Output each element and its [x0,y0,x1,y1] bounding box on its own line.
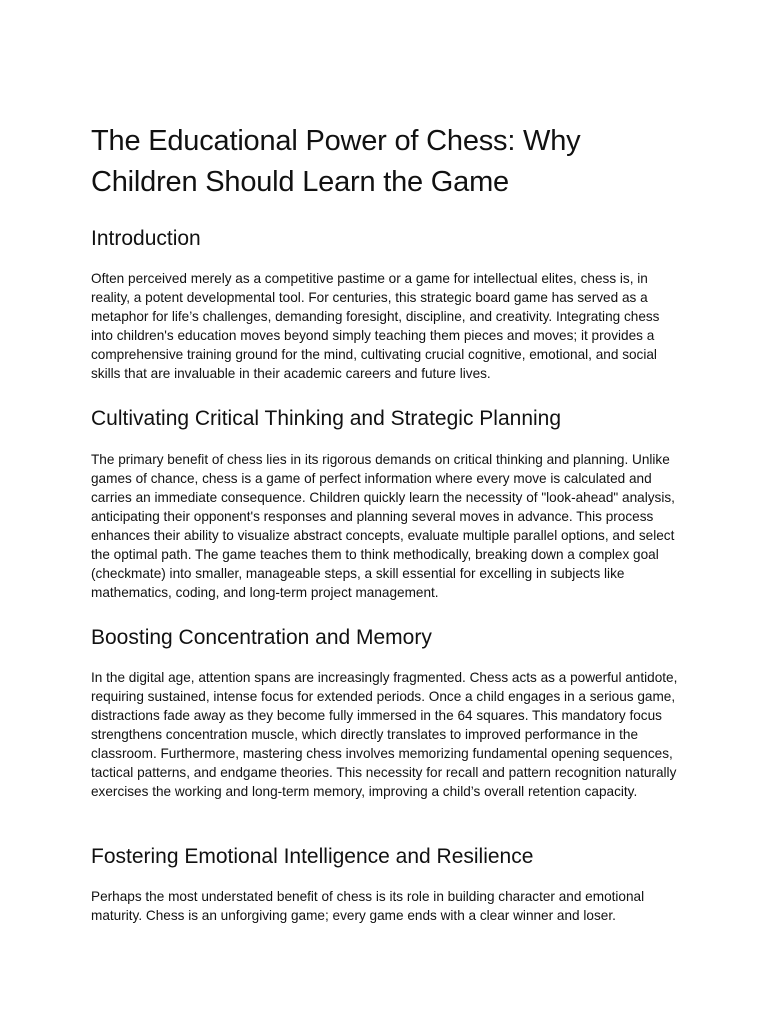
section-heading-concentration: Boosting Concentration and Memory [91,626,432,649]
section-paragraph-introduction: Often perceived merely as a competitive pastime or a game for intellectual elites, chess is, in reality, a potent developmental tool. For centuries, this strategic board game has served as a metaphor for life’s challenges, demanding foresight, discipline, and creativity. Integrating chess into children's education moves beyond simply teaching them pieces and moves; it provides a comprehensive training ground for the mind, cultivating crucial cognitive, emotional, and social skills that are invaluable in their academic careers and future lives. [91,271,660,381]
section-paragraph-concentration: In the digital age, attention spans are increasingly fragmented. Chess acts as a powerful antidote, requiring sustained, intense focus for extended periods. Once a child engages in a serious game, distractions fade away as they become fully immersed in the 64 squares. This mandatory focus strengthens concentration muscle, which directly translates to improved performance in the classroom. Furthermore, mastering chess involves memorizing fundamental opening sequences, tactical patterns, and endgame theories. This necessity for recall and pattern recognition naturally exercises the working and long-term memory, improving a child’s overall retention capacity. [91,670,678,799]
section-paragraph-critical-thinking: The primary benefit of chess lies in its rigorous demands on critical thinking and planning. Unlike games of chance, chess is a game of perfect information where every move is calculated and carries an immediate consequence. Children quickly learn the necessity of "look-ahead" analysis, anticipating their opponent's responses and planning several moves in advance. This process enhances their ability to visualize abstract concepts, evaluate multiple parallel options, and select the optimal path. The game teaches them to think methodically, breaking down a complex goal (checkmate) into smaller, manageable steps, a skill essential for excelling in subjects like mathematics, coding, and long-term project management. [91,452,675,600]
section-heading-critical-thinking: Cultivating Critical Thinking and Strategic Planning [91,407,562,430]
section-heading-emotional-intelligence: Fostering Emotional Intelligence and Resilience [91,845,534,868]
document-title: The Educational Power of Chess: Why Children Should Learn the Game [91,125,581,198]
section-heading-introduction: Introduction [91,227,201,250]
section-paragraph-emotional-intelligence: Perhaps the most understated benefit of chess is its role in building character and emotional maturity. Chess is an unforgiving game; every game ends with a clear winner and loser. [91,889,645,923]
